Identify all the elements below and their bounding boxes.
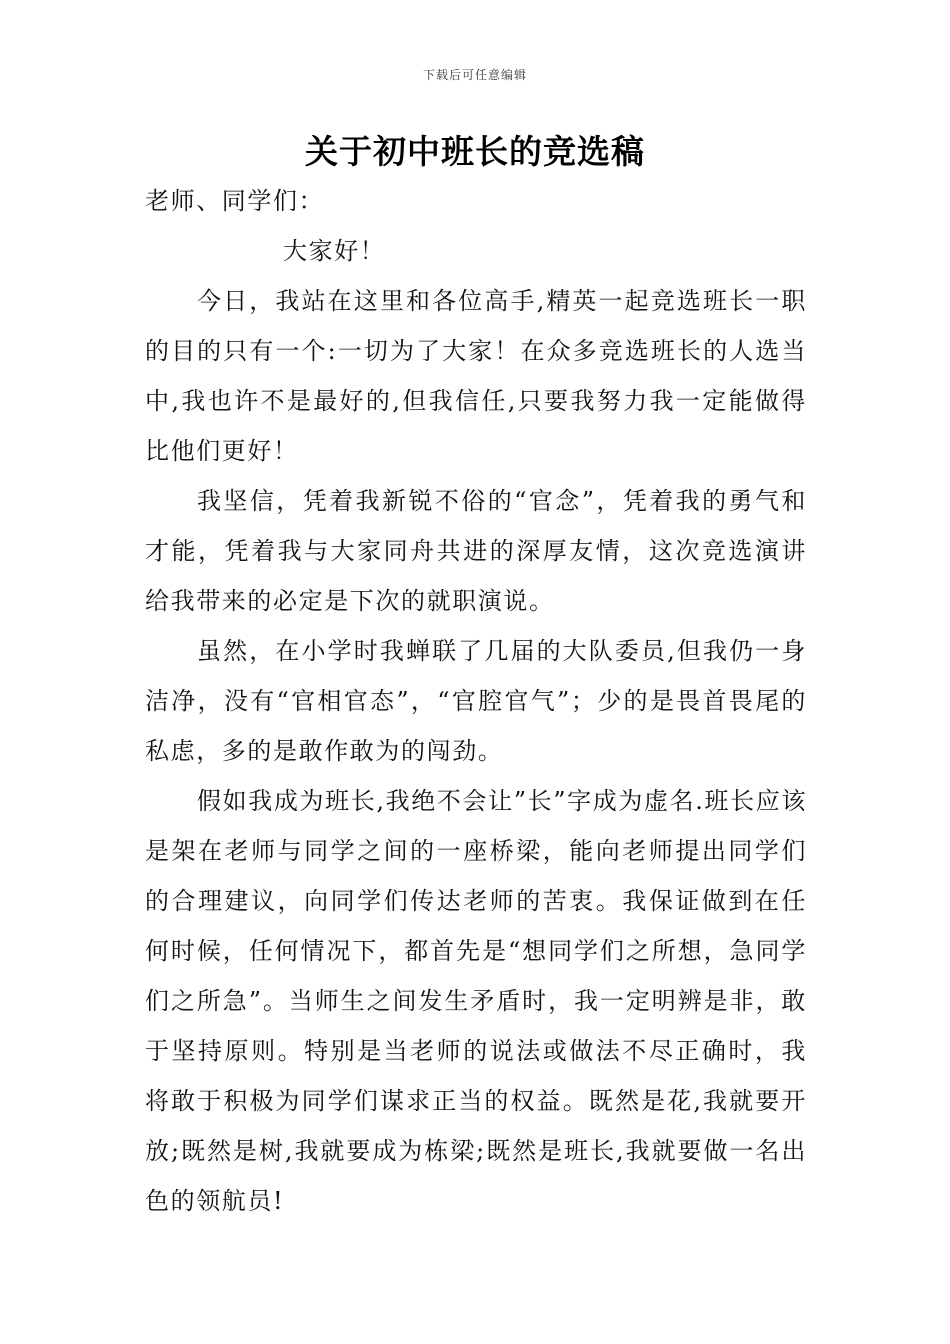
document-title: 关于初中班长的竞选稿 [305,132,645,171]
paragraph-3: 虽然，在小学时我蝉联了几届的大队委员,但我仍一身洁净，没有“官相官态”，“官腔官气”；少的是畏首畏尾的私虑，多的是敢作敢为的闯劲。 [145,637,807,765]
paragraph-1: 今日，我站在这里和各位高手,精英一起竞选班长一职的目的只有一个:一切为了大家！在众多竞选班长的人选当中,我也许不是最好的,但我信任,只要我努力我一定能做得比他们更好！ [145,287,807,465]
paragraph-4: 假如我成为班长,我绝不会让”长”字成为虚名.班长应该是架在老师与同学之间的一座桥梁，能向老师提出同学们的合理建议，向同学们传达老师的苦衷。我保证做到在任何时候，任何情况下，都首先是“想同学们之所想，急同学们之所急”。当师生之间发生矛盾时，我一定明辨是非，敢于坚持原则。特别是当老师的说法或做法不尽正确时，我将敢于积极为同学们谋求正当的权益。既然是花,我就要开放;既然是树,我就要成为栋梁;既然是班长,我就要做一名出色的领航员! [145,787,807,1215]
greeting: 大家好！ [283,237,386,265]
document-body [145,176,807,1226]
paragraph-2: 我坚信，凭着我新锐不俗的“官念”，凭着我的勇气和才能，凭着我与大家同舟共进的深厚友情，这次竞选演讲给我带来的必定是下次的就职演说。 [145,487,807,615]
header-note: 下载后可任意编辑 [422,68,527,82]
salutation: 老师、同学们： [145,187,325,215]
